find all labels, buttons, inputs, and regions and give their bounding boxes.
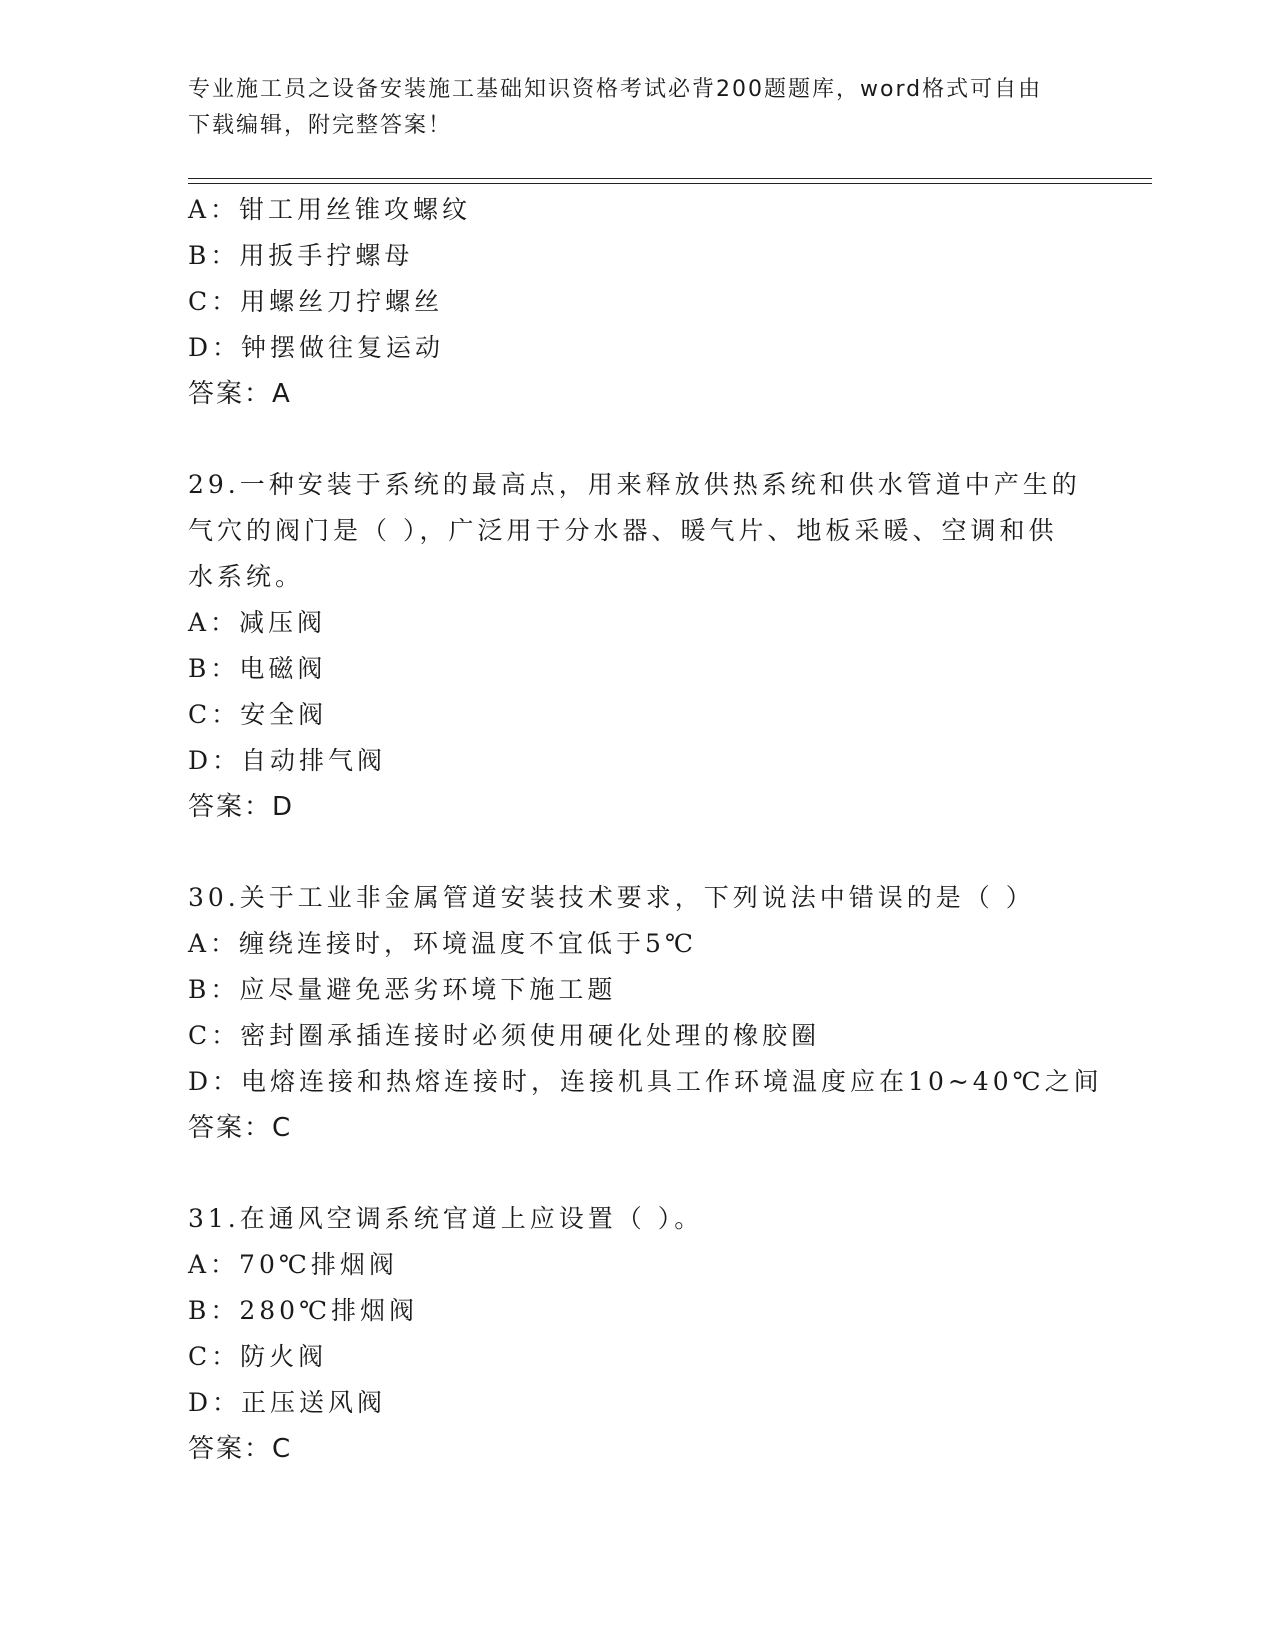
option-c: C：安全阀 bbox=[188, 700, 328, 729]
question-stem-line: 水系统。 bbox=[188, 562, 305, 591]
spacer bbox=[188, 417, 1088, 462]
option-a: A：钳工用丝锥攻螺纹 bbox=[188, 195, 472, 224]
option-b: B：280℃排烟阀 bbox=[188, 1296, 419, 1325]
answer: 答案：A bbox=[188, 379, 292, 409]
option-c: C：用螺丝刀拧螺丝 bbox=[188, 287, 444, 316]
option-d: D：正压送风阀 bbox=[188, 1388, 387, 1417]
option-d: D：电熔连接和热熔连接时，连接机具工作环境温度应在10~40℃之间 bbox=[188, 1067, 1103, 1096]
question-stem-line: 30.关于工业非金属管道安装技术要求，下列说法中错误的是（ ） bbox=[188, 883, 1035, 912]
spacer bbox=[188, 1151, 1088, 1196]
answer: 答案：D bbox=[188, 792, 295, 822]
question-stem-line: 31.在通风空调系统官道上应设置（ ）。 bbox=[188, 1204, 704, 1233]
option-a: A：减压阀 bbox=[188, 608, 327, 637]
question-list bbox=[188, 187, 1103, 1472]
option-d: D：钟摆做往复运动 bbox=[188, 333, 445, 362]
header-rule-bottom bbox=[188, 183, 1152, 184]
option-a: A：缠绕连接时，环境温度不宜低于5℃ bbox=[188, 929, 697, 958]
header-rule-top bbox=[188, 178, 1152, 179]
spacer bbox=[188, 830, 1088, 875]
question-29 bbox=[188, 462, 1088, 830]
option-b: B：应尽量避免恶劣环境下施工题 bbox=[188, 975, 617, 1004]
answer: 答案：C bbox=[188, 1434, 293, 1464]
question-30 bbox=[188, 875, 1103, 1151]
question-stem-line: 29.一种安装于系统的最高点，用来释放供热系统和供水管道中产生的 bbox=[188, 470, 1081, 499]
header-line-2: 下载编辑，附完整答案！ bbox=[188, 113, 453, 138]
option-c: C：防火阀 bbox=[188, 1342, 328, 1371]
question-stem-line: 气穴的阀门是（ ），广泛用于分水器、暖气片、地板采暖、空调和供 bbox=[188, 516, 1058, 545]
option-b: B：用扳手拧螺母 bbox=[188, 241, 414, 270]
question-31 bbox=[188, 1196, 1088, 1472]
document-header bbox=[188, 72, 1088, 144]
header-line-1: 专业施工员之设备安装施工基础知识资格考试必背200题题库，word格式可自由 bbox=[188, 77, 1043, 102]
option-d: D：自动排气阀 bbox=[188, 746, 387, 775]
option-b: B：电磁阀 bbox=[188, 654, 327, 683]
question-28 bbox=[188, 187, 1088, 417]
option-a: A：70℃排烟阀 bbox=[188, 1250, 398, 1279]
option-c: C：密封圈承插连接时必须使用硬化处理的橡胶圈 bbox=[188, 1021, 821, 1050]
answer: 答案：C bbox=[188, 1113, 293, 1143]
